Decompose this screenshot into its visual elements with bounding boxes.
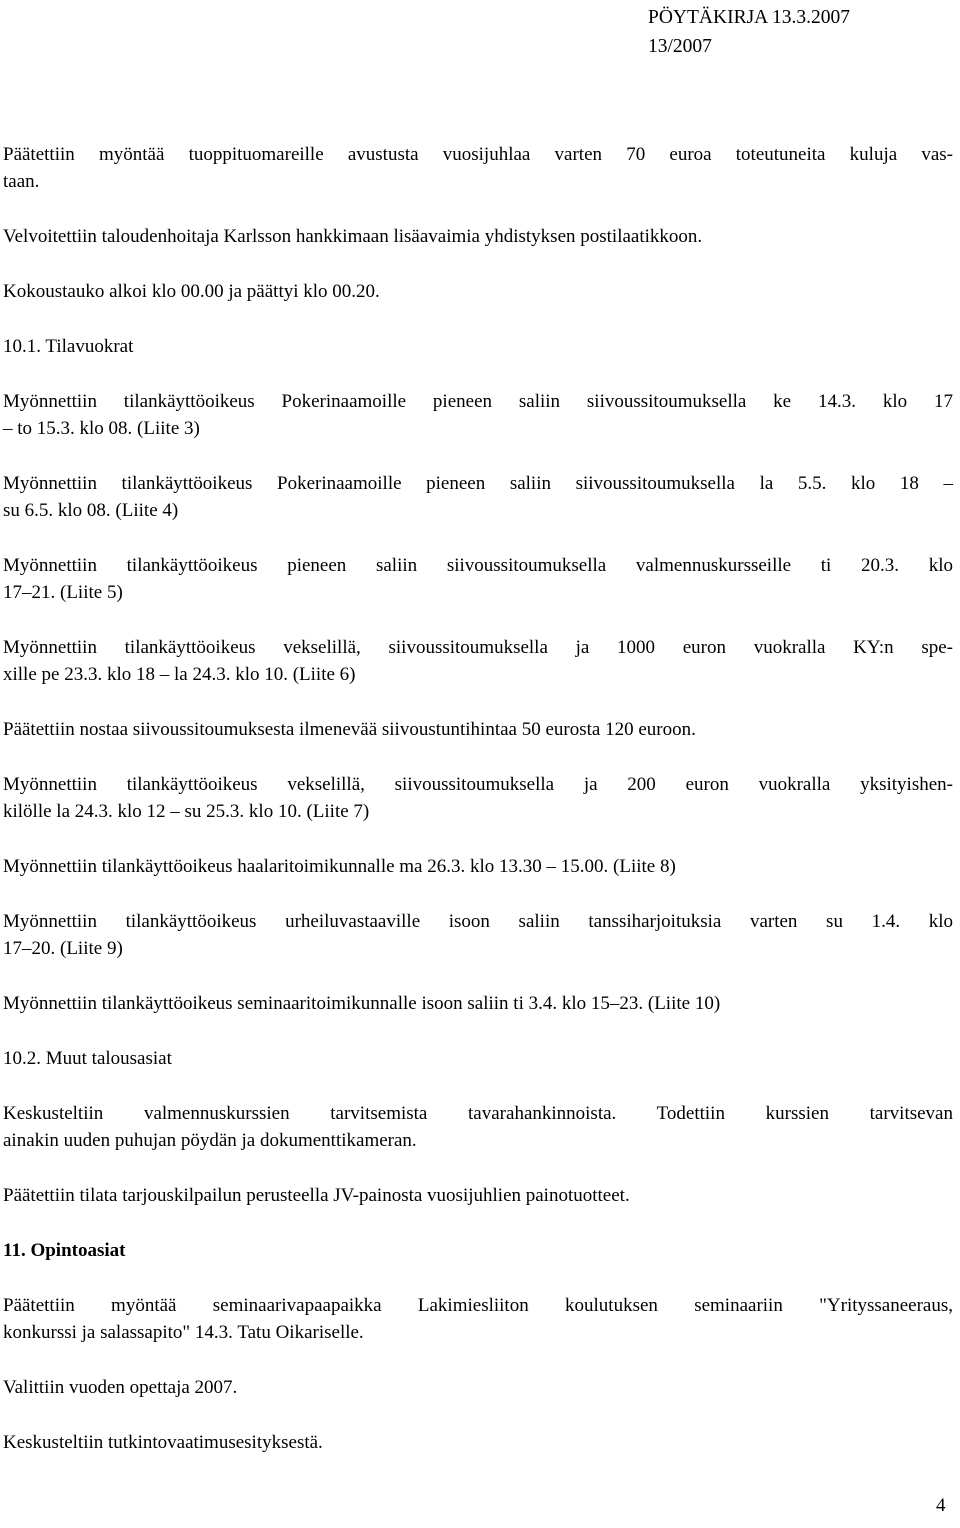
paragraph-valmennuskurssit bbox=[3, 552, 953, 606]
paragraph-tavarahankinnat bbox=[3, 1100, 953, 1154]
paragraph-line: 17–20. (Liite 9) bbox=[3, 938, 123, 959]
paragraph-haalaritoimikunta: Myönnettiin tilankäyttöoikeus haalaritoimikunnalle ma 26.3. klo 13.30 – 15.00. (Liite 8) bbox=[3, 856, 676, 877]
paragraph-line: Myönnettiin tilankäyttöoikeus pieneen saliin siivoussitoumuksella valmennuskursseille ti 20.3. klo bbox=[3, 555, 953, 576]
paragraph-line: Päätettiin myöntää tuoppituomareille avustusta vuosijuhlaa varten 70 euroa toteutuneita kuluja vas- bbox=[3, 144, 953, 165]
document-number: 13/2007 bbox=[648, 36, 712, 57]
paragraph-line: Myönnettiin tilankäyttöoikeus vekselillä, siivoussitoumuksella ja 200 euron vuokralla yksityishen- bbox=[3, 774, 953, 795]
paragraph-line: Myönnettiin tilankäyttöoikeus Pokerinaamoille pieneen saliin siivoussitoumuksella la 5.5. klo 18 – bbox=[3, 473, 953, 494]
paragraph-line: – to 15.3. klo 08. (Liite 3) bbox=[3, 418, 200, 439]
paragraph-urheiluvastaavat bbox=[3, 908, 953, 962]
section-heading-opintoasiat: 11. Opintoasiat bbox=[3, 1240, 126, 1261]
paragraph-line: 17–21. (Liite 5) bbox=[3, 582, 123, 603]
paragraph-ky-speksi bbox=[3, 634, 953, 688]
paragraph-line: Myönnettiin tilankäyttöoikeus urheiluvastaaville isoon saliin tanssiharjoituksia varten su 1.4. klo bbox=[3, 911, 953, 932]
paragraph-seminaarivapaapaikka bbox=[3, 1292, 953, 1346]
paragraph-tutkintovaatimukset: Keskusteltiin tutkintovaatimusesityksestä. bbox=[3, 1432, 323, 1453]
paragraph-seminaaritoimikunta: Myönnettiin tilankäyttöoikeus seminaaritoimikunnalle isoon saliin ti 3.4. klo 15–23. (Liite 10) bbox=[3, 993, 721, 1014]
paragraph-pokerinaamat-2 bbox=[3, 470, 953, 524]
page-number: 4 bbox=[936, 1495, 946, 1516]
paragraph-line: Myönnettiin tilankäyttöoikeus vekselillä, siivoussitoumuksella ja 1000 euron vuokralla KY:n spe- bbox=[3, 637, 953, 658]
paragraph-tuoppituomarit bbox=[3, 141, 953, 195]
paragraph-line: ainakin uuden puhujan pöydän ja dokumenttikameran. bbox=[3, 1130, 417, 1151]
document-body bbox=[3, 141, 953, 1484]
paragraph-painotuotteet: Päätettiin tilata tarjouskilpailun perusteella JV-painosta vuosijuhlien painotuotteet. bbox=[3, 1185, 630, 1206]
paragraph-yksityishenkilo bbox=[3, 771, 953, 825]
paragraph-postilaatikko: Velvoitettiin taloudenhoitaja Karlsson hankkimaan lisäavaimia yhdistyksen postilaatikkoon. bbox=[3, 226, 703, 247]
section-heading-talousasiat: 10.2. Muut talousasiat bbox=[3, 1048, 172, 1069]
paragraph-line: konkurssi ja salassapito" 14.3. Tatu Oikariselle. bbox=[3, 1322, 364, 1343]
paragraph-kokoustauko: Kokoustauko alkoi klo 00.00 ja päättyi klo 00.20. bbox=[3, 281, 380, 302]
paragraph-line: taan. bbox=[3, 171, 40, 192]
page-header bbox=[648, 3, 948, 61]
paragraph-siivoustuntihinta: Päätettiin nostaa siivoussitoumuksesta ilmenevää siivoustuntihintaa 50 eurosta 120 euroon. bbox=[3, 719, 696, 740]
document-title: PÖYTÄKIRJA 13.3.2007 bbox=[648, 7, 851, 28]
paragraph-line: Päätettiin myöntää seminaarivapaapaikka Lakimiesliiton koulutuksen seminaariin "Yrityssaneeraus, bbox=[3, 1295, 953, 1316]
paragraph-line: Myönnettiin tilankäyttöoikeus Pokerinaamoille pieneen saliin siivoussitoumuksella ke 14.3. klo 17 bbox=[3, 391, 953, 412]
section-heading-tilavuokrat: 10.1. Tilavuokrat bbox=[3, 336, 134, 357]
paragraph-line: Keskusteltiin valmennuskurssien tarvitsemista tavarahankinnoista. Todettiin kurssien tarvitsevan bbox=[3, 1103, 953, 1124]
paragraph-line: su 6.5. klo 08. (Liite 4) bbox=[3, 500, 179, 521]
paragraph-line: xille pe 23.3. klo 18 – la 24.3. klo 10. (Liite 6) bbox=[3, 664, 356, 685]
paragraph-vuoden-opettaja: Valittiin vuoden opettaja 2007. bbox=[3, 1377, 238, 1398]
paragraph-pokerinaamat-1 bbox=[3, 388, 953, 442]
paragraph-line: kilölle la 24.3. klo 12 – su 25.3. klo 10. (Liite 7) bbox=[3, 801, 370, 822]
